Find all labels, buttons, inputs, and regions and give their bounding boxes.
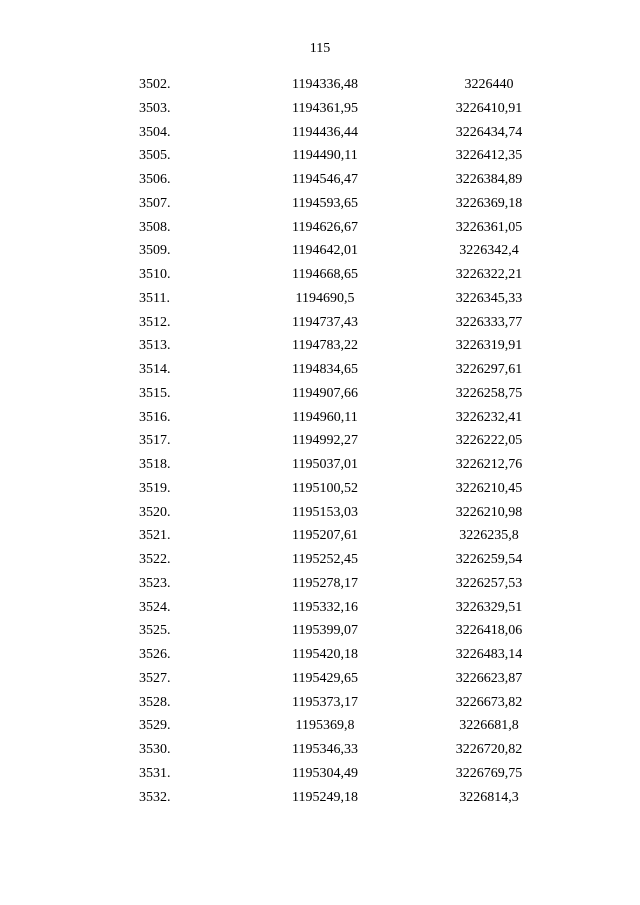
table-row: [0, 361, 640, 385]
y-coordinate-cell: 3226361,05: [455, 219, 523, 235]
point-number-cell: 3519.: [139, 480, 171, 496]
y-coordinate-cell: 3226483,14: [455, 647, 523, 662]
point-number-cell: 3532.: [139, 789, 171, 805]
table-row: [0, 100, 640, 124]
point-number-cell: 3504.: [139, 124, 171, 140]
table-row: [0, 432, 640, 456]
y-coordinate-cell: 3226210,45: [455, 480, 523, 496]
x-coordinate-cell: 1195153,03: [292, 504, 358, 520]
x-coordinate-cell: 1194593,65: [292, 195, 358, 211]
point-number-cell: 3524.: [139, 599, 171, 615]
x-coordinate-cell: 1194642,01: [292, 243, 358, 259]
table-row: [0, 219, 640, 243]
y-coordinate-cell: 3226342,4: [459, 243, 519, 259]
coordinate-table: [0, 76, 640, 812]
table-row: [0, 504, 640, 528]
y-coordinate-cell: 3226384,89: [455, 172, 523, 187]
point-number-cell: 3506.: [139, 172, 171, 187]
table-row: [0, 266, 640, 290]
point-number-cell: 3515.: [139, 385, 171, 401]
y-coordinate-cell: 3226720,82: [455, 742, 523, 757]
table-row: [0, 385, 640, 409]
y-coordinate-cell: 3226673,82: [455, 694, 523, 710]
point-number-cell: 3520.: [139, 504, 171, 520]
point-number-cell: 3518.: [139, 457, 171, 472]
point-number-cell: 3527.: [139, 670, 171, 686]
point-number-cell: 3507.: [139, 195, 171, 211]
x-coordinate-cell: 1194960,11: [292, 409, 358, 425]
x-coordinate-cell: 1194626,67: [292, 219, 358, 235]
point-number-cell: 3528.: [139, 694, 171, 710]
y-coordinate-cell: 3226235,8: [459, 528, 519, 544]
table-row: [0, 124, 640, 148]
point-number-cell: 3513.: [139, 338, 171, 354]
x-coordinate-cell: 1195373,17: [292, 694, 358, 710]
point-number-cell: 3511.: [139, 290, 170, 306]
y-coordinate-cell: 3226232,41: [455, 409, 523, 425]
y-coordinate-cell: 3226259,54: [455, 552, 523, 567]
x-coordinate-cell: 1195332,16: [292, 599, 358, 615]
table-row: [0, 147, 640, 171]
y-coordinate-cell: 3226410,91: [455, 100, 523, 116]
table-row: [0, 337, 640, 361]
point-number-cell: 3508.: [139, 219, 171, 235]
x-coordinate-cell: 1194436,44: [292, 124, 358, 140]
x-coordinate-cell: 1195252,45: [292, 552, 358, 567]
point-number-cell: 3505.: [139, 148, 171, 164]
table-row: [0, 76, 640, 100]
y-coordinate-cell: 3226623,87: [455, 670, 523, 686]
table-row: [0, 694, 640, 718]
y-coordinate-cell: 3226322,21: [455, 267, 523, 282]
y-coordinate-cell: 3226412,35: [455, 148, 523, 164]
y-coordinate-cell: 3226297,61: [455, 362, 523, 377]
x-coordinate-cell: 1195346,33: [292, 742, 358, 757]
x-coordinate-cell: 1194668,65: [292, 267, 358, 282]
x-coordinate-cell: 1195369,8: [295, 718, 355, 734]
table-row: [0, 314, 640, 338]
x-coordinate-cell: 1195304,49: [292, 765, 358, 781]
point-number-cell: 3523.: [139, 575, 171, 591]
point-number-cell: 3522.: [139, 552, 171, 567]
point-number-cell: 3516.: [139, 409, 171, 425]
table-row: [0, 765, 640, 789]
x-coordinate-cell: 1194336,48: [292, 77, 358, 92]
y-coordinate-cell: 3226814,3: [459, 789, 519, 805]
point-number-cell: 3517.: [139, 433, 171, 449]
page-number: 115: [309, 41, 331, 56]
table-row: [0, 741, 640, 765]
table-row: [0, 670, 640, 694]
table-row: [0, 551, 640, 575]
y-coordinate-cell: 3226210,98: [455, 504, 523, 520]
table-row: [0, 527, 640, 551]
x-coordinate-cell: 1195429,65: [292, 670, 358, 686]
x-coordinate-cell: 1195207,61: [292, 528, 358, 544]
y-coordinate-cell: 3226258,75: [455, 385, 523, 401]
x-coordinate-cell: 1195037,01: [292, 457, 358, 472]
point-number-cell: 3509.: [139, 243, 171, 259]
x-coordinate-cell: 1194783,22: [292, 338, 358, 354]
point-number-cell: 3514.: [139, 362, 171, 377]
y-coordinate-cell: 3226257,53: [455, 575, 523, 591]
y-coordinate-cell: 3226333,77: [455, 314, 523, 330]
point-number-cell: 3529.: [139, 718, 171, 734]
x-coordinate-cell: 1195100,52: [292, 480, 358, 496]
x-coordinate-cell: 1195278,17: [292, 575, 358, 591]
table-row: [0, 456, 640, 480]
table-row: [0, 789, 640, 813]
point-number-cell: 3512.: [139, 314, 171, 330]
y-coordinate-cell: 3226329,51: [455, 599, 523, 615]
y-coordinate-cell: 3226440: [464, 77, 514, 92]
point-number-cell: 3502.: [139, 77, 171, 92]
table-row: [0, 290, 640, 314]
table-row: [0, 409, 640, 433]
y-coordinate-cell: 3226418,06: [455, 623, 523, 639]
table-row: [0, 646, 640, 670]
point-number-cell: 3526.: [139, 647, 171, 662]
point-number-cell: 3503.: [139, 100, 171, 116]
x-coordinate-cell: 1195399,07: [292, 623, 358, 639]
table-row: [0, 242, 640, 266]
table-row: [0, 622, 640, 646]
x-coordinate-cell: 1195249,18: [292, 789, 358, 805]
point-number-cell: 3521.: [139, 528, 171, 544]
y-coordinate-cell: 3226345,33: [455, 290, 523, 306]
y-coordinate-cell: 3226369,18: [455, 195, 523, 211]
table-row: [0, 575, 640, 599]
x-coordinate-cell: 1194361,95: [292, 100, 358, 116]
x-coordinate-cell: 1194546,47: [292, 172, 358, 187]
point-number-cell: 3530.: [139, 742, 171, 757]
table-row: [0, 171, 640, 195]
table-row: [0, 195, 640, 219]
x-coordinate-cell: 1194907,66: [292, 385, 358, 401]
y-coordinate-cell: 3226681,8: [459, 718, 519, 734]
x-coordinate-cell: 1195420,18: [292, 647, 358, 662]
y-coordinate-cell: 3226222,05: [455, 433, 523, 449]
y-coordinate-cell: 3226769,75: [455, 765, 523, 781]
x-coordinate-cell: 1194992,27: [292, 433, 358, 449]
x-coordinate-cell: 1194690,5: [295, 290, 355, 306]
point-number-cell: 3531.: [139, 765, 171, 781]
x-coordinate-cell: 1194737,43: [292, 314, 358, 330]
table-row: [0, 480, 640, 504]
y-coordinate-cell: 3226434,74: [455, 124, 523, 140]
x-coordinate-cell: 1194490,11: [292, 148, 358, 164]
table-row: [0, 717, 640, 741]
point-number-cell: 3510.: [139, 267, 171, 282]
y-coordinate-cell: 3226212,76: [455, 457, 523, 472]
x-coordinate-cell: 1194834,65: [292, 362, 358, 377]
y-coordinate-cell: 3226319,91: [455, 338, 523, 354]
point-number-cell: 3525.: [139, 623, 171, 639]
table-row: [0, 599, 640, 623]
